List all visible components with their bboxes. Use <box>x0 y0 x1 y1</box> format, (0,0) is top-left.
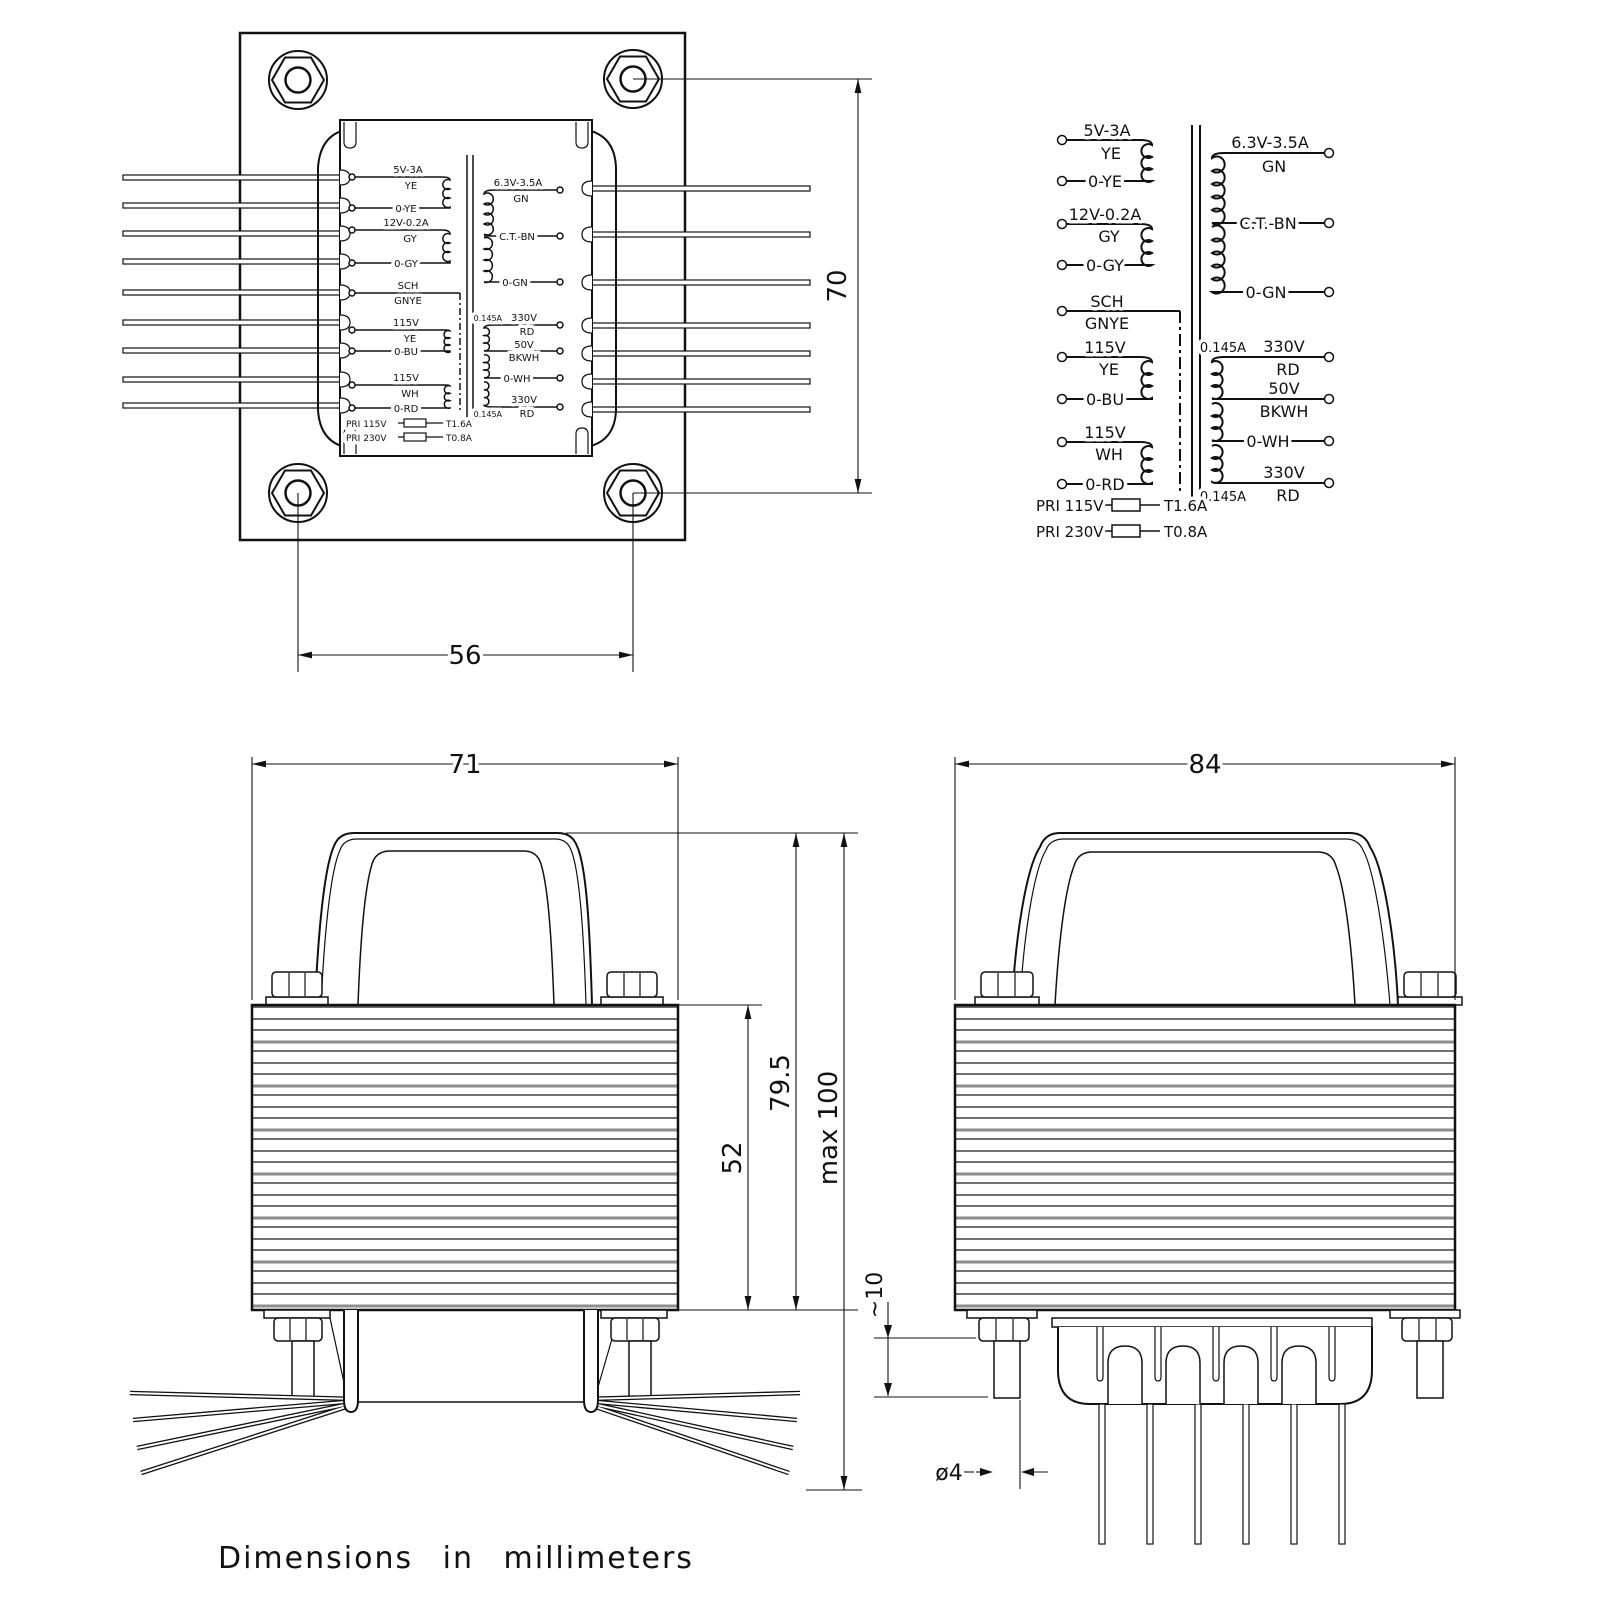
comb-pins <box>1099 1404 1345 1544</box>
fuse-label: PRI 115V <box>1036 497 1104 515</box>
dim-text-52: 52 <box>718 1141 748 1175</box>
winding-label: C.T.-BN <box>499 232 535 243</box>
winding-label: BKWH <box>1259 402 1309 421</box>
winding-label: GN <box>1261 157 1287 176</box>
dim-text-84: 84 <box>1188 750 1222 780</box>
fuse-rating: T1.6A <box>1164 497 1208 515</box>
dimension-dia-4 <box>935 1400 1048 1489</box>
winding-label: SCH <box>1090 292 1124 311</box>
winding-label: 0-BU <box>394 347 418 358</box>
fuse-rating: T0.8A <box>446 434 472 444</box>
wiring-schematic <box>1036 121 1334 541</box>
side-view <box>863 750 1462 1544</box>
fuse-rating: T1.6A <box>446 420 472 430</box>
plan-view <box>123 33 872 672</box>
winding-label: 330V <box>1263 337 1305 356</box>
dim-text-70: 70 <box>823 269 853 303</box>
winding-label: GNYE <box>1084 314 1130 333</box>
winding-label: 330V <box>1263 463 1305 482</box>
winding-label: GN <box>513 194 529 205</box>
winding-label: 5V-3A <box>393 165 423 176</box>
winding-label: BKWH <box>508 353 540 364</box>
winding-label: 0-RD <box>1085 475 1125 494</box>
winding-label: YE <box>1099 360 1119 379</box>
winding-label: RD <box>519 327 535 338</box>
winding-label: YE <box>404 181 418 192</box>
bolt-top-left <box>269 51 327 109</box>
winding-label: 330V <box>511 313 537 324</box>
winding-label: 115V <box>393 373 419 384</box>
fuse-label: PRI 230V <box>346 434 387 444</box>
side-cover <box>1012 833 1398 1005</box>
winding-label: 6.3V-3.5A <box>493 178 543 189</box>
winding-current: 0.145A <box>473 410 502 419</box>
front-wire-fans <box>130 1393 800 1473</box>
winding-label: RD <box>1276 360 1300 379</box>
bobbin-flange-left <box>344 1310 358 1412</box>
winding-label: YE <box>403 334 417 345</box>
winding-label: 115V <box>1084 423 1126 442</box>
front-view <box>130 750 862 1490</box>
winding-label: 0-GN <box>1245 283 1287 302</box>
fuse-label: PRI 115V <box>346 420 387 430</box>
winding-label: 0-YE <box>395 204 417 215</box>
winding-label: 50V <box>1268 379 1300 398</box>
winding-label: WH <box>1095 445 1123 464</box>
winding-label: 12V-0.2A <box>1068 205 1142 224</box>
side-bottom-hardware <box>967 1310 1460 1544</box>
winding-current: 0.145A <box>1199 490 1246 505</box>
dim-text-dia4: ø4 <box>935 1461 963 1486</box>
winding-label: 50V <box>514 340 534 351</box>
terminal-comb <box>1052 1318 1372 1544</box>
winding-label: 115V <box>393 318 419 329</box>
winding-label: 0-BU <box>1085 390 1125 409</box>
winding-label: 5V-3A <box>1083 121 1131 140</box>
label-plate <box>340 120 592 456</box>
winding-label: YE <box>1101 144 1121 163</box>
dim-text-10: ~10 <box>863 1271 888 1319</box>
winding-label: 0-RD <box>393 404 419 415</box>
winding-label: 0-GN <box>502 278 528 289</box>
front-bottom-hardware <box>130 1310 800 1473</box>
dim-text-56: 56 <box>448 641 482 671</box>
winding-label: 0-WH <box>1246 432 1290 451</box>
winding-current: 0.145A <box>1199 341 1246 356</box>
dim-text-79-5: 79.5 <box>766 1054 796 1112</box>
side-lamination-stack <box>955 1005 1455 1310</box>
bobbin-flange-right <box>584 1310 598 1412</box>
winding-label: SCH <box>397 281 419 292</box>
dimension-max-100 <box>806 833 862 1490</box>
dim-text-71: 71 <box>448 750 482 780</box>
winding-label: 330V <box>511 395 537 406</box>
winding-current: 0.145A <box>473 314 502 323</box>
fuse-rating: T0.8A <box>1164 523 1208 541</box>
winding-label: WH <box>401 389 419 400</box>
winding-label: GY <box>1098 227 1120 246</box>
winding-label: 115V <box>1084 338 1126 357</box>
winding-label: 0-GY <box>1086 256 1124 275</box>
units-note: Dimensions in millimeters <box>218 1541 694 1576</box>
winding-label: 12V-0.2A <box>383 218 429 229</box>
winding-label: 0-GY <box>394 259 418 270</box>
winding-label: 0-WH <box>503 374 531 385</box>
winding-label: RD <box>519 409 535 420</box>
fuse-label: PRI 230V <box>1036 523 1104 541</box>
winding-label: RD <box>1276 486 1300 505</box>
schematic-texts <box>1036 121 1309 541</box>
winding-label: C.T.-BN <box>1239 214 1297 233</box>
winding-label: GY <box>403 234 417 245</box>
front-cover <box>315 833 592 1005</box>
winding-label: 6.3V-3.5A <box>1231 133 1309 152</box>
winding-label: 0-YE <box>1088 172 1122 191</box>
winding-label: GNYE <box>394 296 422 307</box>
front-lamination-stack <box>252 1005 678 1310</box>
dim-text-max-100: max 100 <box>814 1070 844 1186</box>
